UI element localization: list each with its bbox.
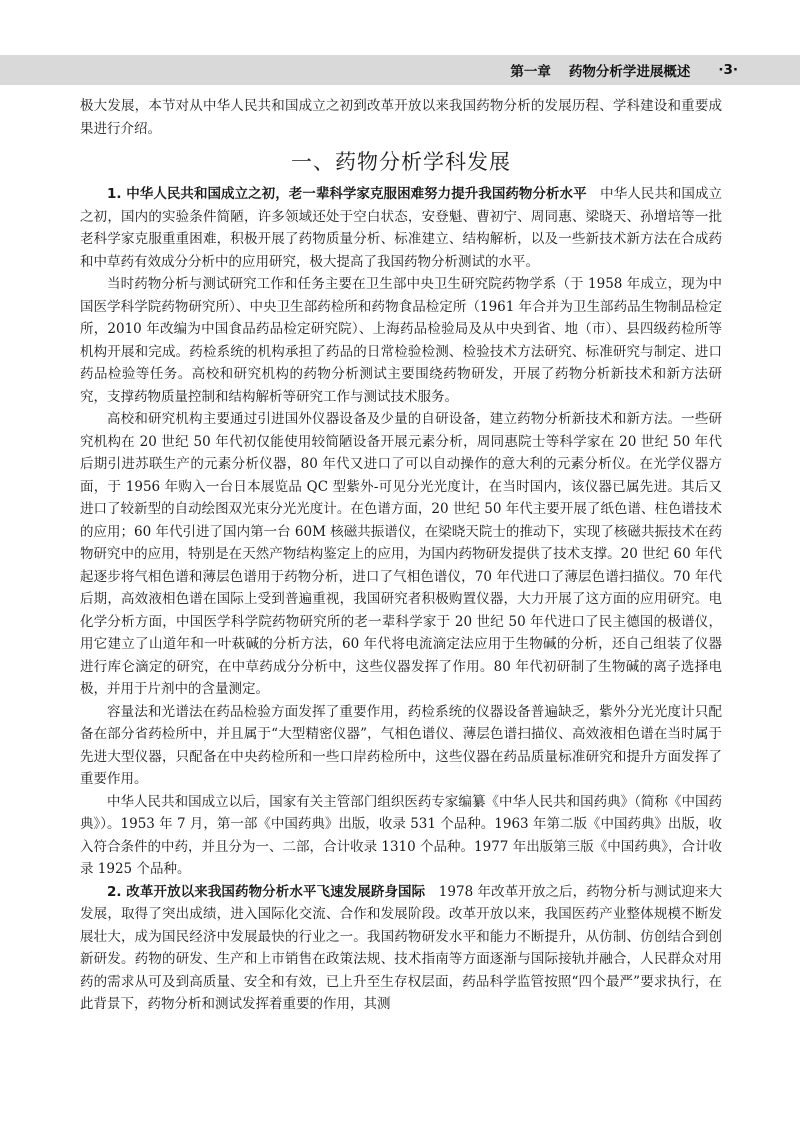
body-paragraph: 中华人民共和国成立以后，国家有关主管部门组织医药专家编纂《中华人民共和国药典》（简称《中国药典》）。1953 年 7 月，第一部《中国药典》出版，收录 531 个品种。1963 年第二版《中国药典》出版，收入符合条件的中药，并且分为一、二部，合计收录 1310 个品种。1977 年出版第三版《中国药典》，合计收录 1925 个品种。 <box>80 793 722 877</box>
section-heading: 一、药物分析学科发展 <box>291 150 511 174</box>
page-number: ·3· <box>718 62 738 78</box>
sub-heading: 2. 改革开放以来我国药物分析水平飞速发展跻身国际 <box>107 883 426 900</box>
chapter-label: 第一章 <box>510 64 551 80</box>
body-paragraph: 当时药物分析与测试研究工作和任务主要在卫生部中央卫生研究院药物学系（于 1958 年成立，现为中国医学科学院药物研究所）、中央卫生部药检所和药物食品检定所（1961 年合并为卫生部药品生物制品检定所，2010 年改编为中国食品药品检定研究院）、上海药品检验局及从中央到省、地（市）、县四级药检所等机构开展和完成。药检系统的机构承担了药品的日常检验检测、检验技术方法研究、标准研究与制定、进口药品检验等任务。高校和研究机构的药物分析测试主要围绕药物研发，开展了药物分析新技术和新方法研究，支撑药物质量控制和结构解析等研究工作与测试技术服务。 <box>80 276 722 405</box>
paragraph-text: 中华人民共和国成立之初，国内的实验条件简陋，许多领域还处于空白状态，安登魁、曹初宁、周同惠、梁晓天、孙增培等一批老科学家克服重重困难，积极开展了药物质量分析、标准建立、结构解析，以及一些新技术新方法在合成药和中草药有效成分分析中的应用研究，极大提高了我国药物分析测试的水平。 <box>80 186 722 270</box>
sub-heading: 1. 中华人民共和国成立之初，老一辈科学家克服困难努力提升我国药物分析水平 <box>107 186 587 202</box>
body-paragraph <box>80 183 722 273</box>
body-paragraph: 容量法和光谱法在药品检验方面发挥了重要作用，药检系统的仪器设备普遍缺乏，紫外分光光度计只配备在部分省药检所中，并且属于“大型精密仪器”，气相色谱仪、薄层色谱扫描仪、高效液相色谱在当时属于先进大型仪器，只配备在中央药检所和一些口岸药检所中，这些仪器在药品质量标准研究和提升方面发挥了重要作用。 <box>80 703 722 787</box>
running-header <box>0 55 800 85</box>
body-paragraph: 高校和研究机构主要通过引进国外仪器设备及少量的自研设备，建立药物分析新技术和新方法。一些研究机构在 20 世纪 50 年代初仅能使用较简陋设备开展元素分析，周同惠院士等科学家在 20 世纪 50 年代后期引进苏联生产的元素分析仪器，80 年代又进口了可以自动操作的意大利的元素分析仪。在光学仪器方面，于 1956 年购入一台日本展览品 QC 型紫外-可见分光光度计，在当时国内，该仪器已属先进。其后又进口了较新型的自动绘图双光束分光光度计。在色谱方面，20 世纪 50 年代主要开展了纸色谱、柱色谱技术的应用；60 年代引进了国内第一台 60M 核磁共振谱仪，在梁晓天院士的推动下，实现了核磁共振技术在药物研究中的应用，特别是在天然产物结构鉴定上的应用，为国内药物研发提供了技术支撑。20 世纪 60 年代起逐步将气相色谱和薄层色谱用于药物分析，进口了气相色谱仪，70 年代进口了薄层色谱扫描仪。70 年代后期，高效液相色谱在国际上受到普遍重视，我国研究者积极购置仪器，大力开展了这方面的应用研究。电化学分析方面，中国医学科学院药物研究所的老一辈科学家于 20 世纪 50 年代进口了民主德国的极谱仪，用它建立了山道年和一叶萩碱的分析方法，60 年代将电流滴定法应用于生物碱的分析，还自己组装了仪器进行库仑滴定的研究，在中草药成分分析中，这些仪器发挥了作用。80 年代初研制了生物碱的离子选择电极，并用于片剂中的含量测定。 <box>80 411 722 697</box>
intro-paragraph: 极大发展，本节对从中华人民共和国成立之初到改革开放以来我国药物分析的发展历程、学科建设和重要成果进行介绍。 <box>80 98 722 137</box>
chapter-title: 药物分析学进展概述 <box>568 64 691 80</box>
paragraph-text: 1978 年改革开放之后，药物分析与测试迎来大发展，取得了突出成绩，进入国际化交流、合作和发展阶段。改革开放以来，我国医药产业整体规模不断发展壮大，成为国民经济中发展最快的行业之一。我国药物研发水平和能力不断提升，从仿制、仿创结合到创新研发。药物的研发、生产和上市销售在政策法规、技术指南等方面逐渐与国际接轨并融合，人民群众对用药的需求从可及到高质量、安全和有效，已上升至生存权层面，药品科学监管按照“四个最严”要求执行，在此背景下，药物分析和测试发挥着重要的作用，其测 <box>80 883 722 1012</box>
page-body <box>80 95 722 1016</box>
body-paragraph <box>80 881 722 1016</box>
